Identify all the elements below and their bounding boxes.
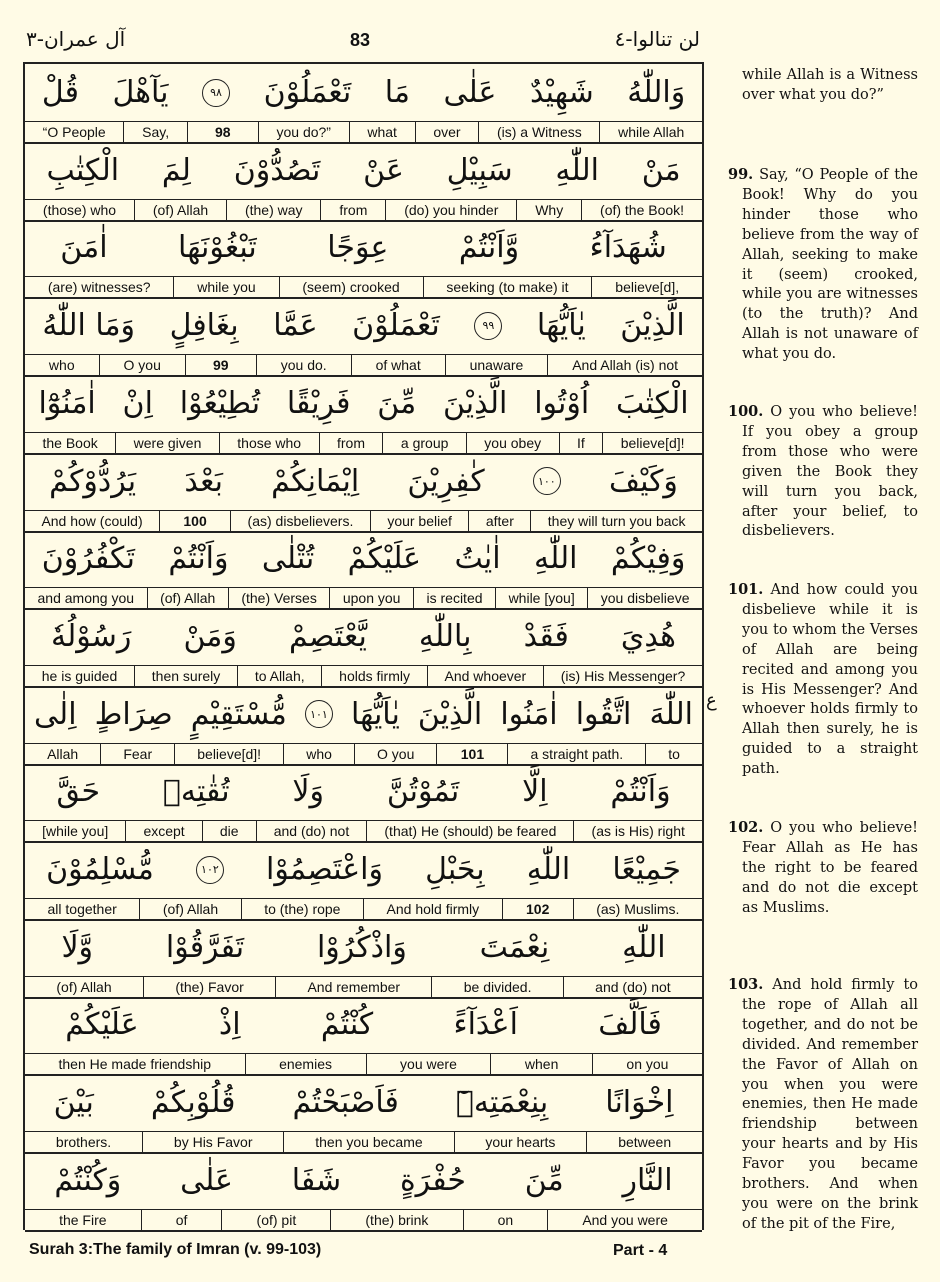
english-gloss-line (25, 1131, 702, 1154)
english-gloss-line (25, 743, 702, 766)
arabic-word: بَعْدَ (184, 463, 223, 499)
gloss-cell: and (do) not (563, 977, 702, 997)
arabic-word: اللّٰهِ (622, 929, 666, 965)
arabic-line (25, 142, 702, 199)
gloss-cell: be divided. (431, 977, 562, 997)
arabic-word: بِاللّٰهِ (418, 618, 472, 654)
english-gloss-line (25, 1053, 702, 1076)
gloss-cell: you were (366, 1054, 491, 1074)
arabic-word: فَرِيْقًا (286, 385, 351, 421)
gloss-cell: and among you (37, 590, 135, 607)
gloss-cell: after (468, 511, 530, 531)
arabic-word: مِّنَ (377, 385, 417, 421)
arabic-line (25, 686, 702, 743)
translation-text: Say, “O People of the Book! Why do you hinder those who believe from the way of Allah, seeking to make it (seem) crooked, while you are witnesses (to the truth)? And Allah is not unaware of what you do. (742, 167, 919, 363)
gloss-cell: And whoever (427, 666, 543, 686)
arabic-word: تَمُوْتُنَّ (386, 774, 460, 810)
gloss-cell: (of) Allah (134, 200, 226, 220)
gloss-cell: holds firmly (321, 666, 426, 686)
translation-paragraph (728, 580, 918, 780)
arabic-word: شَفَا (291, 1162, 342, 1198)
arabic-word: تَعْمَلُوْنَ (263, 75, 352, 110)
arabic-line (25, 297, 702, 354)
gloss-cell: [while you] (42, 823, 109, 840)
english-gloss-line (25, 976, 702, 999)
arabic-word: قُلُوْبِكُمْ (150, 1085, 236, 1121)
arabic-word: مَا (384, 75, 410, 110)
verse-number: 102 (502, 899, 573, 919)
gloss-cell: (of) Allah (56, 978, 112, 995)
english-gloss-line (25, 276, 702, 299)
gloss-cell: your belief (370, 511, 469, 531)
arabic-word: اٰمَنُوْٓا (38, 385, 96, 421)
gloss-cell: you do. (256, 355, 351, 375)
gloss-cell: you disbelieve (587, 588, 702, 608)
gloss-cell: If (559, 433, 603, 453)
arabic-word: وَفِيْكُمْ (610, 541, 686, 577)
arabic-word: عَنْ (363, 152, 404, 188)
footer-part: Part - 4 (613, 1242, 668, 1259)
english-gloss-line (25, 121, 702, 144)
arabic-word: بِحَبْلِ (425, 852, 485, 887)
arabic-word: مَنْ (641, 152, 681, 188)
gloss-cell: (are) witnesses? (47, 279, 151, 296)
gloss-cell: over (415, 122, 479, 142)
arabic-word: تَصُدُّوْنَ (233, 152, 321, 188)
ayah-number-marker: ۹۸ (202, 79, 230, 107)
gloss-cell: on (463, 1210, 548, 1230)
arabic-word: اِخْوَانًا (605, 1085, 674, 1121)
arabic-word: النَّارِ (622, 1162, 673, 1198)
ayah-number-marker: ۱۰۰ (533, 467, 561, 495)
gloss-cell: while you (173, 277, 278, 297)
arabic-word: يَّعْتَصِمْ (288, 618, 367, 654)
translation-paragraph (728, 165, 919, 365)
arabic-word: بَيْنَ (53, 1085, 94, 1121)
gloss-cell: upon you (329, 588, 413, 608)
arabic-word: تَفَرَّقُوْا (165, 929, 245, 965)
gloss-cell: when (490, 1054, 592, 1074)
gloss-cell: and (do) not (256, 821, 367, 841)
word-by-word-table (23, 62, 704, 1230)
gloss-cell: your hearts (454, 1132, 587, 1152)
gloss-cell: (the) way (226, 200, 320, 220)
arabic-word: مُّسْلِمُوْنَ (46, 852, 154, 887)
verse-row (25, 919, 702, 997)
arabic-line (25, 608, 702, 665)
gloss-cell: believe[d]! (602, 433, 702, 453)
gloss-cell: to (the) rope (241, 899, 363, 919)
gloss-cell: on you (592, 1054, 702, 1074)
verse-row (25, 142, 702, 220)
gloss-cell: Say, (123, 122, 186, 142)
gloss-cell: (seem) crooked (279, 277, 423, 297)
page-number: 83 (349, 30, 371, 50)
gloss-cell: (the) brink (330, 1210, 462, 1230)
translation-text: while Allah is a Witness over what you do?” (742, 67, 918, 103)
arabic-word: فَاَلَّفَ (598, 1007, 662, 1043)
arabic-line (25, 219, 702, 276)
gloss-cell: what (349, 122, 415, 142)
arabic-word: جَمِيْعًا (612, 852, 681, 887)
gloss-cell: (of) Allah (147, 588, 228, 608)
ayah-number-marker: ۹۹ (474, 312, 502, 340)
arabic-word: يٰاَيُّهَا (536, 308, 586, 344)
gloss-cell: (is) a Witness (478, 122, 599, 142)
gloss-cell: (those) who (42, 201, 117, 218)
verse-row (25, 530, 702, 608)
gloss-cell: (of) pit (221, 1210, 330, 1230)
arabic-word: وَاَنْتُمْ (610, 774, 671, 810)
arabic-word: اٰمَنُوا (500, 696, 558, 732)
verse-row (25, 219, 702, 297)
arabic-word: اِنْ (122, 385, 153, 421)
arabic-word: صِرَاطٍ (94, 696, 173, 732)
arabic-word: عَلَيْكُمْ (65, 1007, 139, 1043)
arabic-word: رَسُوْلُهٗ (51, 618, 132, 654)
gloss-cell: you obey (466, 433, 559, 453)
gloss-cell: enemies (245, 1054, 366, 1074)
arabic-word: اِيْمَانِكُمْ (271, 463, 360, 499)
gloss-cell: brothers. (55, 1134, 112, 1151)
gloss-cell: a group (382, 433, 465, 453)
gloss-cell: from (320, 200, 385, 220)
arabic-word: وَلَا (292, 774, 324, 810)
gloss-cell: he is guided (41, 667, 118, 684)
arabic-word: تَكْفُرُوْنَ (41, 541, 135, 577)
arabic-word: يَآهْلَ (112, 75, 169, 110)
gloss-cell: of what (351, 355, 445, 375)
arabic-line (25, 1074, 702, 1131)
arabic-word: تُتْلٰى (261, 541, 315, 577)
verse-row (25, 375, 702, 453)
gloss-cell: the Book (42, 434, 98, 451)
gloss-cell: O you (99, 355, 185, 375)
translation-verse-number: 101. (728, 581, 764, 598)
arabic-word: وَّاَنْتُمْ (458, 230, 520, 266)
gloss-cell: “O People (42, 124, 106, 140)
arabic-line (25, 763, 702, 820)
arabic-word: مِّنَ (524, 1162, 564, 1198)
translation-verse-number: 100. (728, 403, 764, 420)
gloss-cell: except (125, 821, 201, 841)
verse-number: 101 (436, 744, 507, 764)
english-gloss-line (25, 820, 702, 843)
gloss-cell: And hold firmly (363, 899, 502, 919)
arabic-line (25, 375, 702, 432)
gloss-cell: is recited (413, 588, 495, 608)
arabic-word: وَاعْتَصِمُوْا (266, 852, 383, 887)
arabic-word: تُقٰتِهٖ (162, 774, 230, 810)
arabic-word: بِغَافِلٍ (169, 308, 239, 344)
translation-verse-number: 102. (728, 819, 764, 836)
gloss-cell: a straight path. (507, 744, 645, 764)
arabic-word: فَقَدْ (523, 618, 569, 654)
arabic-line (25, 64, 702, 121)
ayah-number-marker: ۱۰۱ (305, 700, 333, 728)
gloss-cell: (as is His) right (573, 821, 702, 841)
gloss-cell: And you were (547, 1210, 702, 1230)
translation-paragraph (728, 975, 918, 1235)
arabic-word: وَاَنْتُمْ (168, 541, 229, 577)
gloss-cell: (as) Muslims. (573, 899, 702, 919)
gloss-cell: (is) His Messenger? (543, 666, 702, 686)
arabic-word: اللّٰهِ (534, 541, 578, 577)
gloss-cell: (that) He (should) be feared (366, 821, 573, 841)
gloss-cell: the Fire (59, 1211, 107, 1228)
arabic-word: حَقَّ (56, 774, 101, 810)
arabic-word: عِوَجًا (327, 230, 389, 266)
gloss-cell: of (141, 1210, 222, 1230)
gloss-cell: seeking (to make) it (423, 277, 592, 297)
arabic-word: شَهِيْدٌ (529, 75, 594, 110)
arabic-word: وَمَا اللّٰهُ (42, 308, 136, 344)
arabic-line (25, 919, 702, 976)
translation-verse-number: 99. (728, 166, 754, 183)
gloss-cell: between (586, 1132, 702, 1152)
gloss-cell: believe[d]! (174, 744, 283, 764)
arabic-word: تُطِيْعُوْا (179, 385, 261, 421)
gloss-cell: die (202, 821, 256, 841)
gloss-cell: (of) Allah (139, 899, 240, 919)
arabic-word: الْكِتٰبِ (46, 152, 120, 188)
arabic-word: وَاذْكُرُوْا (316, 929, 407, 965)
gloss-cell: Fear (100, 744, 174, 764)
verse-row (25, 763, 702, 841)
gloss-cell: (do) you hinder (385, 200, 516, 220)
english-gloss-line (25, 1209, 702, 1232)
arabic-word: عَلٰى (180, 1162, 233, 1198)
juz-header: لن تنالوا-٤ (614, 27, 700, 51)
english-gloss-line (25, 199, 702, 222)
verse-row (25, 297, 702, 375)
arabic-word: تَبْغُوْنَهَا (178, 230, 257, 266)
arabic-word: اِلٰى (34, 696, 77, 732)
arabic-word: مُّسْتَقِيْمٍ (190, 696, 287, 732)
arabic-word: وَاللّٰهُ (627, 75, 686, 110)
gloss-cell: while Allah (599, 122, 702, 142)
arabic-word: عَمَّا (273, 308, 318, 344)
english-gloss-line (25, 898, 702, 921)
arabic-line (25, 1152, 702, 1209)
ruku-mark: ع (706, 690, 717, 711)
arabic-line (25, 453, 702, 510)
verse-number: 98 (187, 122, 258, 142)
gloss-cell: And Allah (is) not (547, 355, 702, 375)
arabic-word: الَّذِيْنَ (442, 385, 508, 421)
translation-text: And how could you disbelieve while it is you to whom the Verses of Allah are being recited and among you is His Messenger? And whoever holds firmly to Allah then surely, he is guided to a straight path. (742, 582, 918, 778)
translation-paragraph (742, 66, 918, 106)
verse-number: 100 (159, 511, 230, 531)
translation-paragraph (728, 818, 918, 919)
arabic-word: اِلَّا (522, 774, 548, 810)
gloss-cell: And remember (275, 977, 431, 997)
verse-row (25, 608, 702, 686)
arabic-word: اللّٰهِ (526, 852, 571, 887)
translation-verse-number: 103. (728, 976, 764, 993)
verse-row (25, 686, 702, 764)
gloss-cell: believe[d], (591, 277, 702, 297)
gloss-cell: while [you] (495, 588, 587, 608)
arabic-word: عَلَيْكُمْ (347, 541, 422, 577)
arabic-word: يٰاَيُّهَا (350, 696, 400, 732)
gloss-cell: who (283, 744, 354, 764)
arabic-word: وَمَنْ (183, 618, 237, 654)
arabic-word: تَعْمَلُوْنَ (352, 308, 440, 344)
arabic-word: قُلْ (41, 75, 79, 110)
arabic-word: فَاَصْبَحْتُمْ (292, 1085, 399, 1121)
arabic-word: اِذْ (218, 1007, 241, 1043)
gloss-cell: (the) Verses (228, 588, 330, 608)
gloss-cell: O you (354, 744, 436, 764)
verse-row (25, 64, 702, 142)
english-gloss-line (25, 587, 702, 610)
gloss-cell: then surely (134, 666, 237, 686)
gloss-cell: Allah (47, 745, 79, 762)
gloss-cell: And how (could) (41, 512, 143, 529)
arabic-word: اٰمَنَ (60, 230, 108, 266)
translation-text: O you who believe! If you obey a group from those who were given the Book they will turn you back, after your belief, to disbelievers. (742, 404, 918, 540)
gloss-cell: to (645, 744, 702, 764)
gloss-cell: (of) the Book! (581, 200, 702, 220)
arabic-word: هُدِيَ (620, 618, 676, 654)
arabic-word: عَلٰى (443, 75, 497, 110)
verse-row (25, 453, 702, 531)
arabic-line (25, 841, 702, 898)
english-gloss-line (25, 354, 702, 377)
gloss-cell: they will turn you back (530, 511, 702, 531)
surah-header: آل عمران-۳ (26, 27, 126, 51)
gloss-cell: from (319, 433, 383, 453)
gloss-cell: by His Favor (142, 1132, 283, 1152)
arabic-word: لِمَ (161, 152, 191, 188)
arabic-word: اُوْتُوا (534, 385, 590, 421)
arabic-word: نِعْمَتَ (479, 929, 550, 965)
gloss-cell: you do?” (258, 122, 349, 142)
arabic-word: كُنْتُمْ (320, 1007, 374, 1043)
arabic-word: سَبِيْلِ (446, 152, 513, 188)
gloss-cell: to Allah, (237, 666, 321, 686)
arabic-word: اتَّقُوا (575, 696, 632, 732)
verse-number: 99 (185, 355, 256, 375)
arabic-word: وَكَيْفَ (609, 463, 678, 499)
english-gloss-line (25, 510, 702, 533)
arabic-word: يَرُدُّوْكُمْ (49, 463, 137, 499)
gloss-cell: were given (115, 433, 219, 453)
arabic-word: اللّٰهَ (649, 696, 693, 732)
arabic-word: الَّذِيْنَ (417, 696, 483, 732)
gloss-cell: then you became (283, 1132, 453, 1152)
arabic-word: حُفْرَةٍ (399, 1162, 466, 1198)
english-gloss-line (25, 432, 702, 455)
ayah-number-marker: ۱۰۲ (196, 856, 224, 884)
verse-row (25, 1152, 702, 1230)
arabic-line (25, 530, 702, 587)
gloss-cell: then He made friendship (58, 1056, 212, 1073)
arabic-word: الَّذِيْنَ (620, 308, 685, 344)
arabic-line (25, 996, 702, 1053)
gloss-cell: (as) disbelievers. (230, 511, 370, 531)
english-gloss-line (25, 665, 702, 688)
footer-surah: Surah 3:The family of Imran (v. 99-103) (29, 1241, 322, 1258)
arabic-word: اٰيٰتُ (454, 541, 501, 577)
arabic-word: وَّلَا (61, 929, 94, 965)
gloss-cell: unaware (445, 355, 548, 375)
verse-row (25, 996, 702, 1074)
arabic-word: اَعْدَآءً (453, 1007, 518, 1043)
arabic-word: اللّٰهِ (555, 152, 599, 188)
gloss-cell: those who (219, 433, 319, 453)
gloss-cell: who (48, 357, 75, 374)
translation-text: And hold firmly to the rope of Allah all together, and do not be divided. And remember the Favor of Allah on you when you were enemies, then He made friendship between your hearts and by His Favor you became brothers. And when you were on the brink of the pit of the Fire, (742, 977, 918, 1232)
gloss-cell: Why (516, 200, 581, 220)
gloss-cell: (the) Favor (143, 977, 275, 997)
arabic-word: الْكِتٰبَ (616, 385, 689, 421)
translation-paragraph (728, 402, 918, 542)
verse-row (25, 841, 702, 919)
arabic-word: وَكُنْتُمْ (54, 1162, 122, 1198)
arabic-word: بِنِعْمَتِهٖٓ (455, 1085, 549, 1121)
verse-row (25, 1074, 702, 1152)
translation-text: O you who believe! Fear Allah as He has the right to be feared and do not die except as Muslims. (742, 820, 918, 916)
gloss-cell: all together (47, 901, 117, 917)
arabic-word: شُهَدَآءُ (589, 230, 667, 266)
arabic-word: كٰفِرِيْنَ (407, 463, 485, 499)
